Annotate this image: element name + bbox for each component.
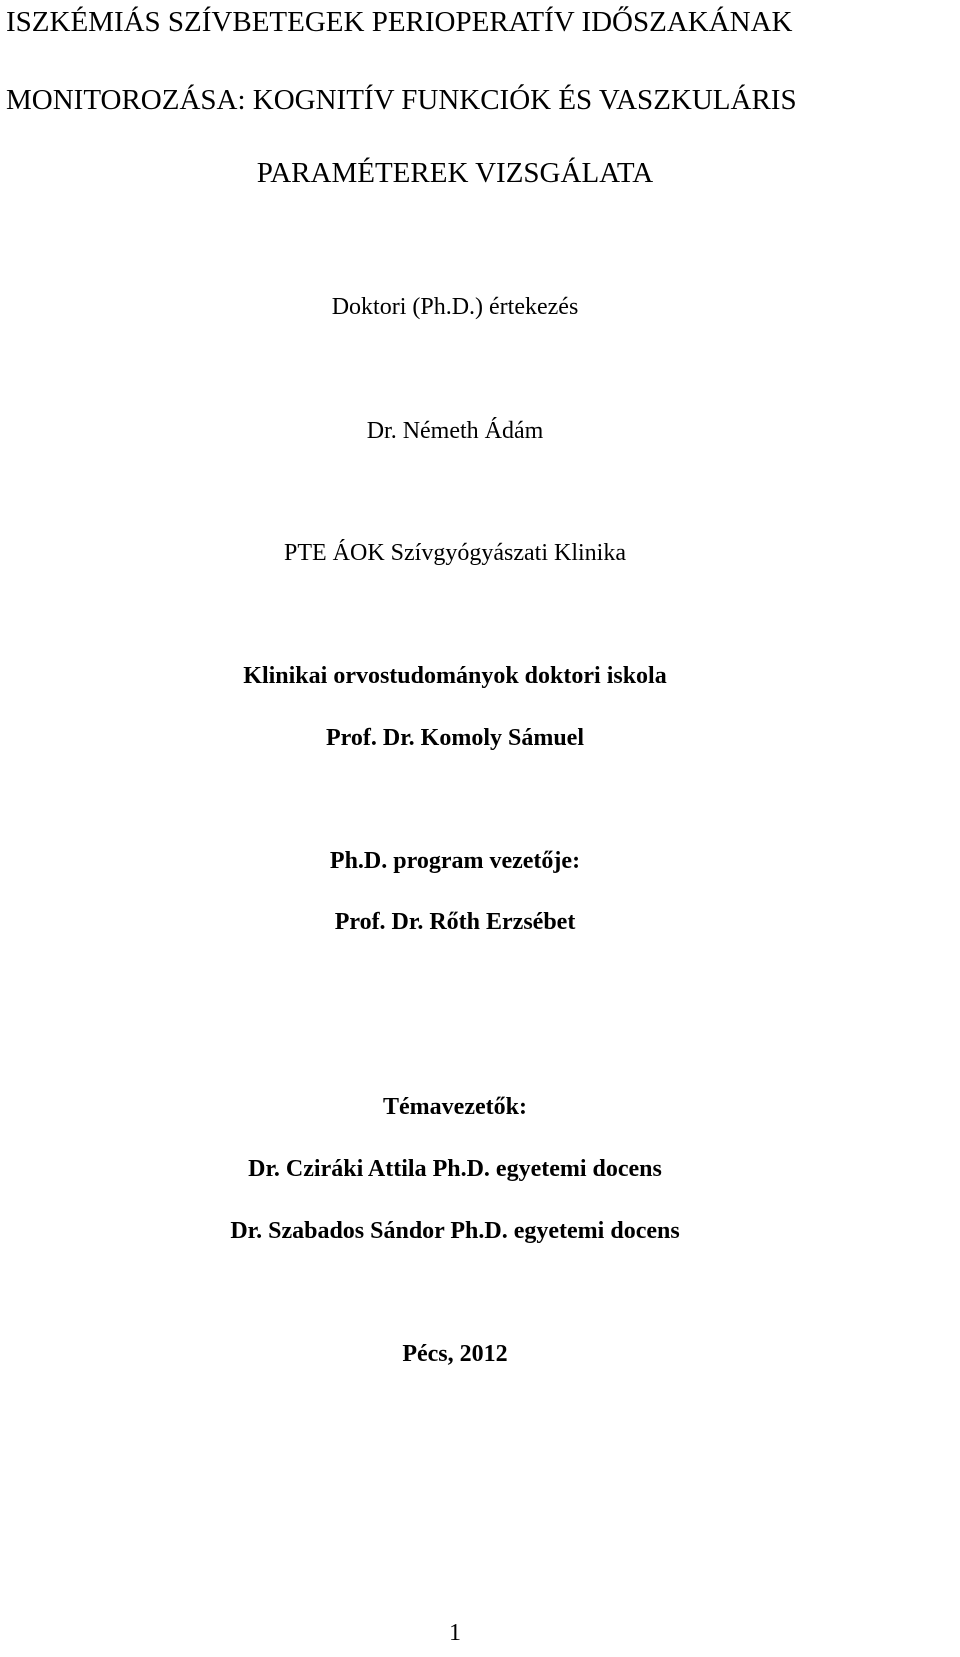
doctoral-school-head: Prof. Dr. Komoly Sámuel: [326, 725, 584, 751]
doctoral-school-name: Klinikai orvostudományok doktori iskola: [243, 663, 667, 689]
program-leader-label: Ph.D. program vezetője:: [329, 848, 581, 874]
author-name: Dr. Németh Ádám: [366, 418, 544, 444]
supervisors-label: Témavezetők:: [383, 1094, 527, 1120]
thesis-type: Doktori (Ph.D.) értekezés: [331, 294, 579, 320]
supervisor-1: Dr. Cziráki Attila Ph.D. egyetemi docens: [248, 1156, 662, 1182]
clinic-name: PTE ÁOK Szívgyógyászati Klinika: [284, 540, 626, 566]
program-leader-name: Prof. Dr. Rőth Erzsébet: [334, 909, 576, 935]
page-number: 1: [449, 1620, 461, 1646]
title-line-3: PARAMÉTEREK VIZSGÁLATA: [256, 157, 654, 189]
supervisor-2: Dr. Szabados Sándor Ph.D. egyetemi docens: [230, 1218, 680, 1244]
place-date: Pécs, 2012: [402, 1341, 508, 1367]
title-line-2: MONITOROZÁSA: KOGNITÍV FUNKCIÓK ÉS VASZKULÁRIS: [6, 84, 797, 116]
title-line-1: ISZKÉMIÁS SZÍVBETEGEK PERIOPERATÍV IDŐSZAKÁNAK: [6, 6, 793, 38]
